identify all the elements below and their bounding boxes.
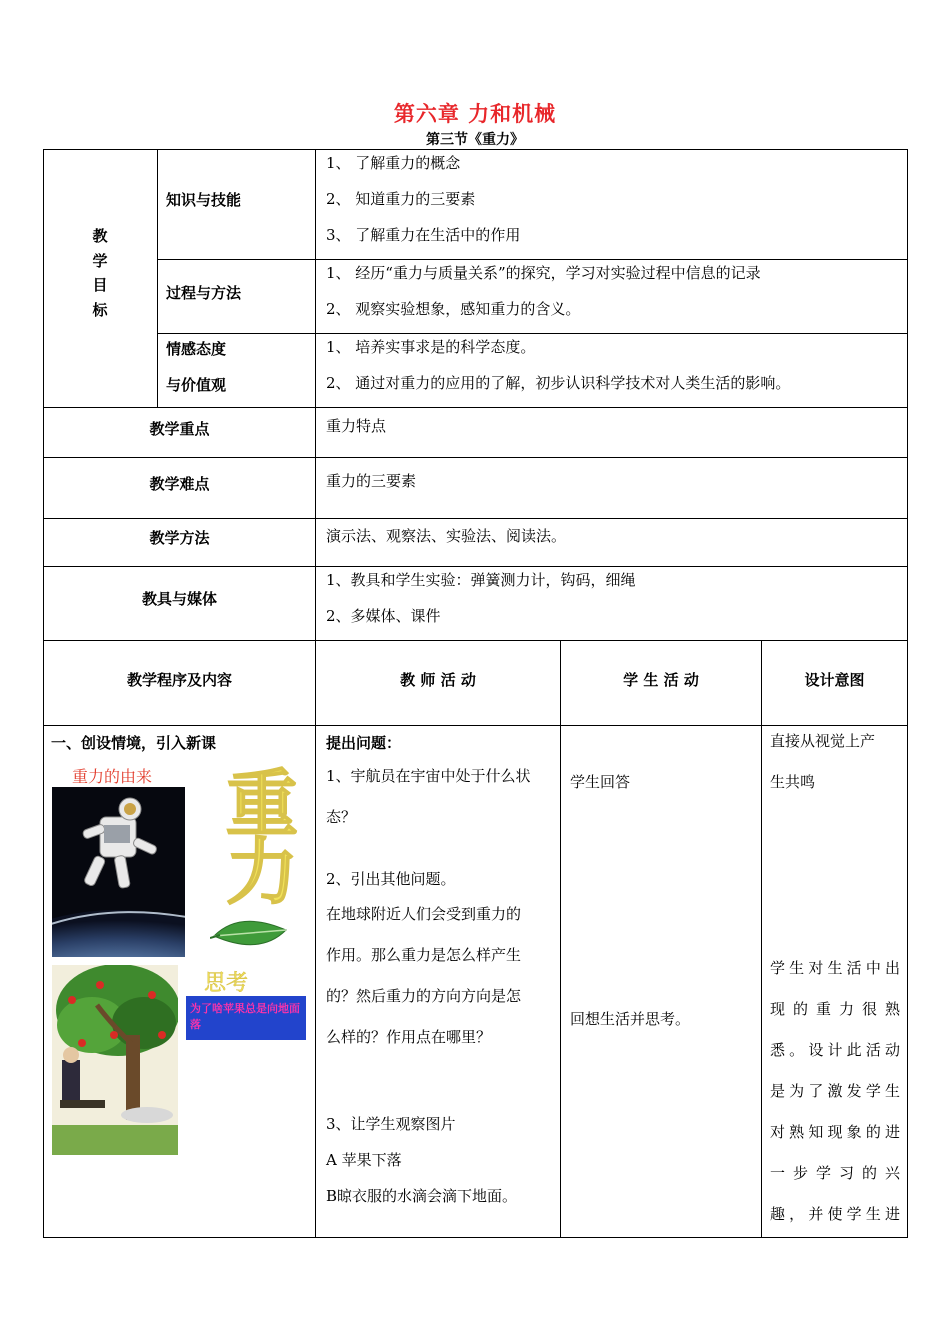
method-label: 教学方法 [149, 529, 210, 547]
media-item: 2、多媒体、课件 [326, 607, 441, 625]
intent-line: 直接从视觉上产 [770, 732, 876, 750]
section1-heading: 一、创设情境，引入新课 [51, 734, 217, 752]
think-box [186, 996, 306, 1040]
teacher-q2-line: 么样的？作用点在哪里？ [326, 1028, 492, 1046]
teacher-q3-b: B晾衣服的水滴会滴下地面。 [326, 1187, 518, 1205]
teacher-q2-line: 在地球附近人们会受到重力的 [326, 905, 522, 923]
intent-line: 学生对生活中出 [770, 959, 900, 977]
objectives-label [44, 224, 156, 322]
key-point-value: 重力特点 [326, 417, 387, 435]
media-label: 教具与媒体 [141, 590, 217, 608]
leaf-icon [210, 910, 290, 954]
process-item: 2、 观察实验想象，感知重力的含义。 [326, 300, 581, 318]
teacher-q2-line: 的？然后重力的方向方向是怎 [326, 987, 522, 1005]
header-teacher: 教 师 活 动 [400, 671, 476, 689]
intent-line: 一步学习的兴 [770, 1164, 900, 1182]
intent-line: 对熟知现象的进 [770, 1123, 900, 1141]
process-item: 1、 经历“重力与质量关系”的探究，学习对实验过程中信息的记录 [326, 264, 761, 282]
header-content: 教学程序及内容 [126, 671, 232, 689]
emotion-item: 1、 培养实事求是的科学态度。 [326, 338, 536, 356]
teacher-heading: 提出问题： [326, 734, 402, 752]
think-box-text: 为了啥苹果总是向地面落 [190, 1002, 300, 1031]
intent-line: 趣，并使学生进 [770, 1205, 900, 1223]
difficulty-label: 教学难点 [149, 475, 210, 493]
big-word-li: 力 [226, 830, 299, 914]
intent-line: 生共鸣 [770, 773, 816, 791]
intent-line: 是为了激发学生 [770, 1082, 900, 1100]
chapter-title: 第六章 力和机械 [393, 102, 557, 126]
student-answer-1: 学生回答 [570, 773, 631, 791]
section-title: 第三节《重力》 [426, 132, 524, 148]
student-answer-2: 回想生活并思考。 [570, 1010, 691, 1028]
astronaut-image [52, 787, 185, 957]
teacher-q3-a: A 苹果下落 [326, 1151, 402, 1169]
knowledge-label: 知识与技能 [166, 191, 242, 209]
objectives-label-char: 教 [92, 227, 108, 245]
process-label: 过程与方法 [166, 284, 242, 302]
intent-line: 现的重力很熟 [770, 1000, 900, 1018]
think-label: 思考 [204, 971, 249, 996]
image-caption: 重力的由来 [72, 767, 153, 786]
knowledge-item: 2、 知道重力的三要素 [326, 190, 476, 208]
teacher-q2-line: 作用。那么重力是怎么样产生 [326, 946, 522, 964]
header-student: 学 生 活 动 [623, 671, 699, 689]
teacher-q3-title: 3、让学生观察图片 [326, 1115, 456, 1133]
objectives-label-char: 学 [92, 251, 108, 270]
objectives-label-char: 标 [92, 300, 108, 319]
header-intent: 设计意图 [804, 671, 865, 689]
objectives-label-char: 目 [92, 276, 108, 294]
media-item: 1、教具和学生实验：弹簧测力计，钩码，细绳 [326, 571, 636, 589]
teacher-q1-line2: 态？ [326, 808, 357, 826]
key-point-label: 教学重点 [149, 420, 210, 438]
knowledge-item: 3、 了解重力在生活中的作用 [326, 226, 521, 244]
emotion-item: 2、 通过对重力的应用的了解，初步认识科学技术对人类生活的影响。 [326, 374, 791, 392]
emotion-label-line1: 情感态度 [166, 340, 227, 358]
difficulty-value: 重力的三要素 [326, 472, 417, 490]
emotion-label-line2: 与价值观 [166, 376, 227, 394]
method-value: 演示法、观察法、实验法、阅读法。 [326, 527, 567, 545]
teacher-q2-title: 2、引出其他问题。 [326, 870, 456, 888]
intent-line: 悉。设计此活动 [770, 1041, 900, 1059]
big-word-zhong: 重 [226, 762, 299, 846]
teacher-q1-line1: 1、宇航员在宇宙中处于什么状 [326, 767, 531, 785]
apple-tree-image [52, 965, 178, 1155]
knowledge-item: 1、 了解重力的概念 [326, 154, 461, 172]
